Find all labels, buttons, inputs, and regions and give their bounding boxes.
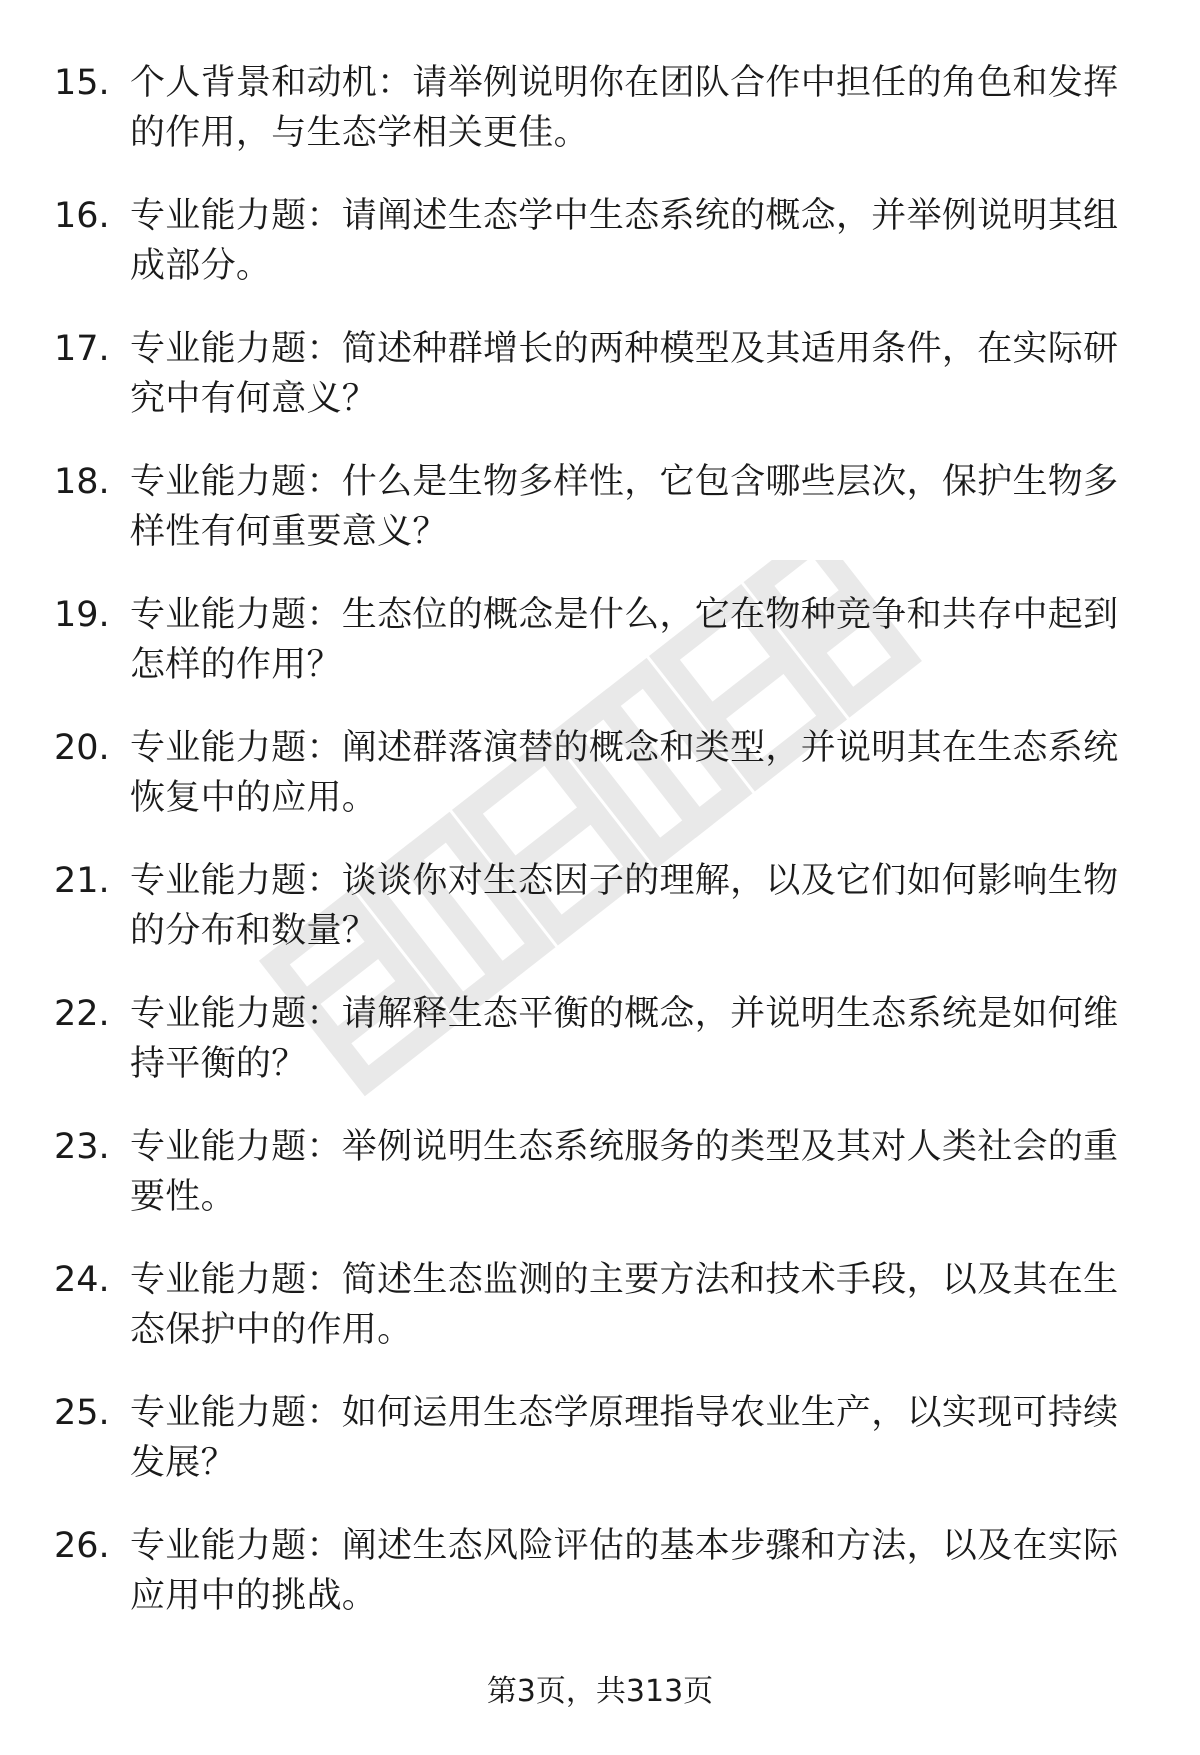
question-line: 专业能力题：阐述群落演替的概念和类型，并说明其在生态系统 bbox=[130, 728, 1119, 768]
list-item bbox=[0, 723, 1200, 856]
question-line: 态保护中的作用。 bbox=[130, 1310, 413, 1350]
question-line: 专业能力题：简述生态监测的主要方法和技术手段，以及其在生 bbox=[130, 1260, 1119, 1300]
question-number: 17. bbox=[54, 329, 110, 369]
list-item bbox=[0, 58, 1200, 191]
question-line: 专业能力题：谈谈你对生态因子的理解，以及它们如何影响生物 bbox=[130, 861, 1119, 901]
question-line: 究中有何意义？ bbox=[130, 379, 378, 419]
question-line: 专业能力题：阐述生态风险评估的基本步骤和方法，以及在实际 bbox=[130, 1526, 1119, 1566]
question-text bbox=[130, 191, 1146, 291]
question-line: 的分布和数量？ bbox=[130, 911, 378, 951]
list-item bbox=[0, 457, 1200, 590]
question-text bbox=[130, 1255, 1146, 1355]
question-line: 应用中的挑战。 bbox=[130, 1576, 378, 1616]
question-number: 20. bbox=[54, 728, 110, 768]
list-item bbox=[0, 324, 1200, 457]
question-text bbox=[130, 457, 1146, 557]
question-text bbox=[130, 989, 1146, 1089]
list-item bbox=[0, 856, 1200, 989]
list-item bbox=[0, 1255, 1200, 1388]
question-number: 26. bbox=[54, 1526, 110, 1566]
question-line: 的作用，与生态学相关更佳。 bbox=[130, 113, 589, 153]
list-item bbox=[0, 191, 1200, 324]
question-text bbox=[130, 590, 1146, 690]
question-line: 发展？ bbox=[130, 1443, 236, 1483]
page-footer: 第3页，共313页 bbox=[486, 1674, 714, 1709]
list-item bbox=[0, 590, 1200, 723]
question-line: 专业能力题：生态位的概念是什么，它在物种竞争和共存中起到 bbox=[130, 595, 1119, 635]
question-line: 持平衡的？ bbox=[130, 1044, 307, 1084]
question-text bbox=[130, 723, 1146, 823]
question-text bbox=[130, 1122, 1146, 1222]
question-number: 25. bbox=[54, 1393, 110, 1433]
list-item bbox=[0, 1388, 1200, 1521]
question-number: 21. bbox=[54, 861, 110, 901]
question-text bbox=[130, 58, 1146, 158]
question-line: 个人背景和动机：请举例说明你在团队合作中担任的角色和发挥 bbox=[130, 63, 1119, 103]
question-line: 成部分。 bbox=[130, 246, 272, 286]
question-text bbox=[130, 1388, 1146, 1488]
question-number: 22. bbox=[54, 994, 110, 1034]
question-line: 专业能力题：举例说明生态系统服务的类型及其对人类社会的重 bbox=[130, 1127, 1119, 1167]
question-text bbox=[130, 1521, 1146, 1621]
question-number: 15. bbox=[54, 63, 110, 103]
list-item bbox=[0, 1122, 1200, 1255]
question-text bbox=[130, 856, 1146, 956]
question-text bbox=[130, 324, 1146, 424]
question-line: 恢复中的应用。 bbox=[130, 778, 378, 818]
question-number: 18. bbox=[54, 462, 110, 502]
question-line: 怎样的作用？ bbox=[130, 645, 342, 685]
question-line: 专业能力题：请解释生态平衡的概念，并说明生态系统是如何维 bbox=[130, 994, 1119, 1034]
question-number: 16. bbox=[54, 196, 110, 236]
list-item bbox=[0, 1521, 1200, 1654]
question-line: 要性。 bbox=[130, 1177, 236, 1217]
question-number: 19. bbox=[54, 595, 110, 635]
question-line: 专业能力题：什么是生物多样性，它包含哪些层次，保护生物多 bbox=[130, 462, 1119, 502]
question-line: 专业能力题：如何运用生态学原理指导农业生产，以实现可持续 bbox=[130, 1393, 1119, 1433]
question-line: 专业能力题：请阐述生态学中生态系统的概念，并举例说明其组 bbox=[130, 196, 1119, 236]
list-item bbox=[0, 989, 1200, 1122]
question-line: 专业能力题：简述种群增长的两种模型及其适用条件，在实际研 bbox=[130, 329, 1119, 369]
question-number: 23. bbox=[54, 1127, 110, 1167]
question-line: 样性有何重要意义？ bbox=[130, 512, 448, 552]
question-number: 24. bbox=[54, 1260, 110, 1300]
question-list bbox=[0, 58, 1200, 1654]
